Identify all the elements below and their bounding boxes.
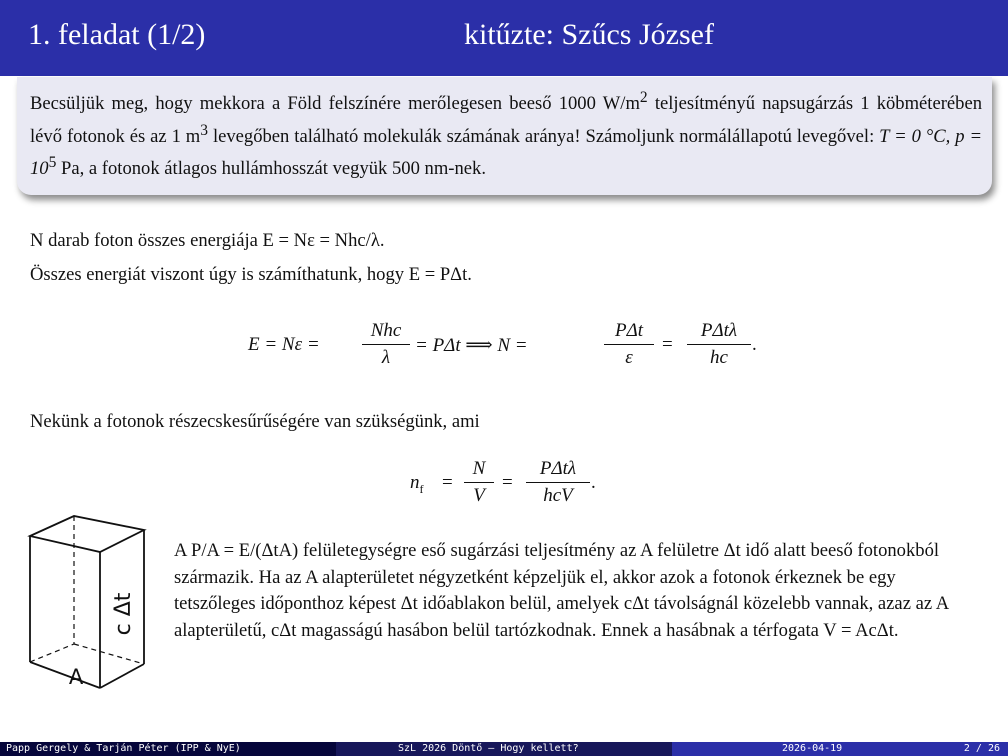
footer-event: SzL 2026 Döntő – Hogy kellett?: [398, 743, 579, 754]
density-line: Nekünk a fotonok részecskesűrűségére van szükségünk, ami: [30, 411, 480, 432]
energy-power-line: Összes energiát viszont úgy is számíthatunk, hogy E = PΔt.: [30, 264, 472, 285]
title-bar: [0, 0, 1008, 76]
energy-line: N darab foton összes energiája E = Nε = Nhc/λ.: [30, 230, 385, 251]
footer-bar: [0, 742, 1008, 756]
footer-date: 2026-04-19: [782, 743, 843, 754]
footer-authors: Papp Gergely & Tarján Péter (IPP & NyE): [6, 743, 241, 754]
prism-base-label: A: [68, 665, 84, 689]
prism-height-label: c Δt: [111, 592, 136, 636]
prism-figure: [22, 512, 154, 694]
task-text: Becsüljük meg, hogy mekkora a Föld felszínére merőlegesen beeső 1000 $W/m^2$ teljesítményű napsugárzás 1 köbméterében lévő fotonok és az 1 $m^3$ levegőben található molekulák számának aránya! Számoljunk normálállapotú levegővel: T = 0 °C, $p = 10^5$ Pa, a fotonok átlagos hullámhosszát vegyük 500 nm-nek.: [30, 89, 983, 180]
explanation-paragraph: A P/A = E/(ΔtA) felületegységre eső sugárzási teljesítmény az A felületre Δt idő alatt beeső fotonokból származik. Ha az A alapterületet négyzetként képzeljük el, akkor azok a fotonok érkeznek be egy tetszőleges időponthoz képest Δt időablakon belül, amelyek cΔt távolságnál közelebb vannak, azaz az A alapterületű, cΔt magasságú hasábon belül tartózkodnak. Ennek a hasábnak a térfogata V = AcΔt.: [174, 540, 949, 641]
footer-page-number: 2 / 26: [963, 743, 1000, 754]
task-box: [17, 77, 992, 195]
slide-title: 1. feladat (1/2): [28, 18, 206, 51]
slide-author: kitűzte: Szűcs József: [464, 18, 714, 51]
